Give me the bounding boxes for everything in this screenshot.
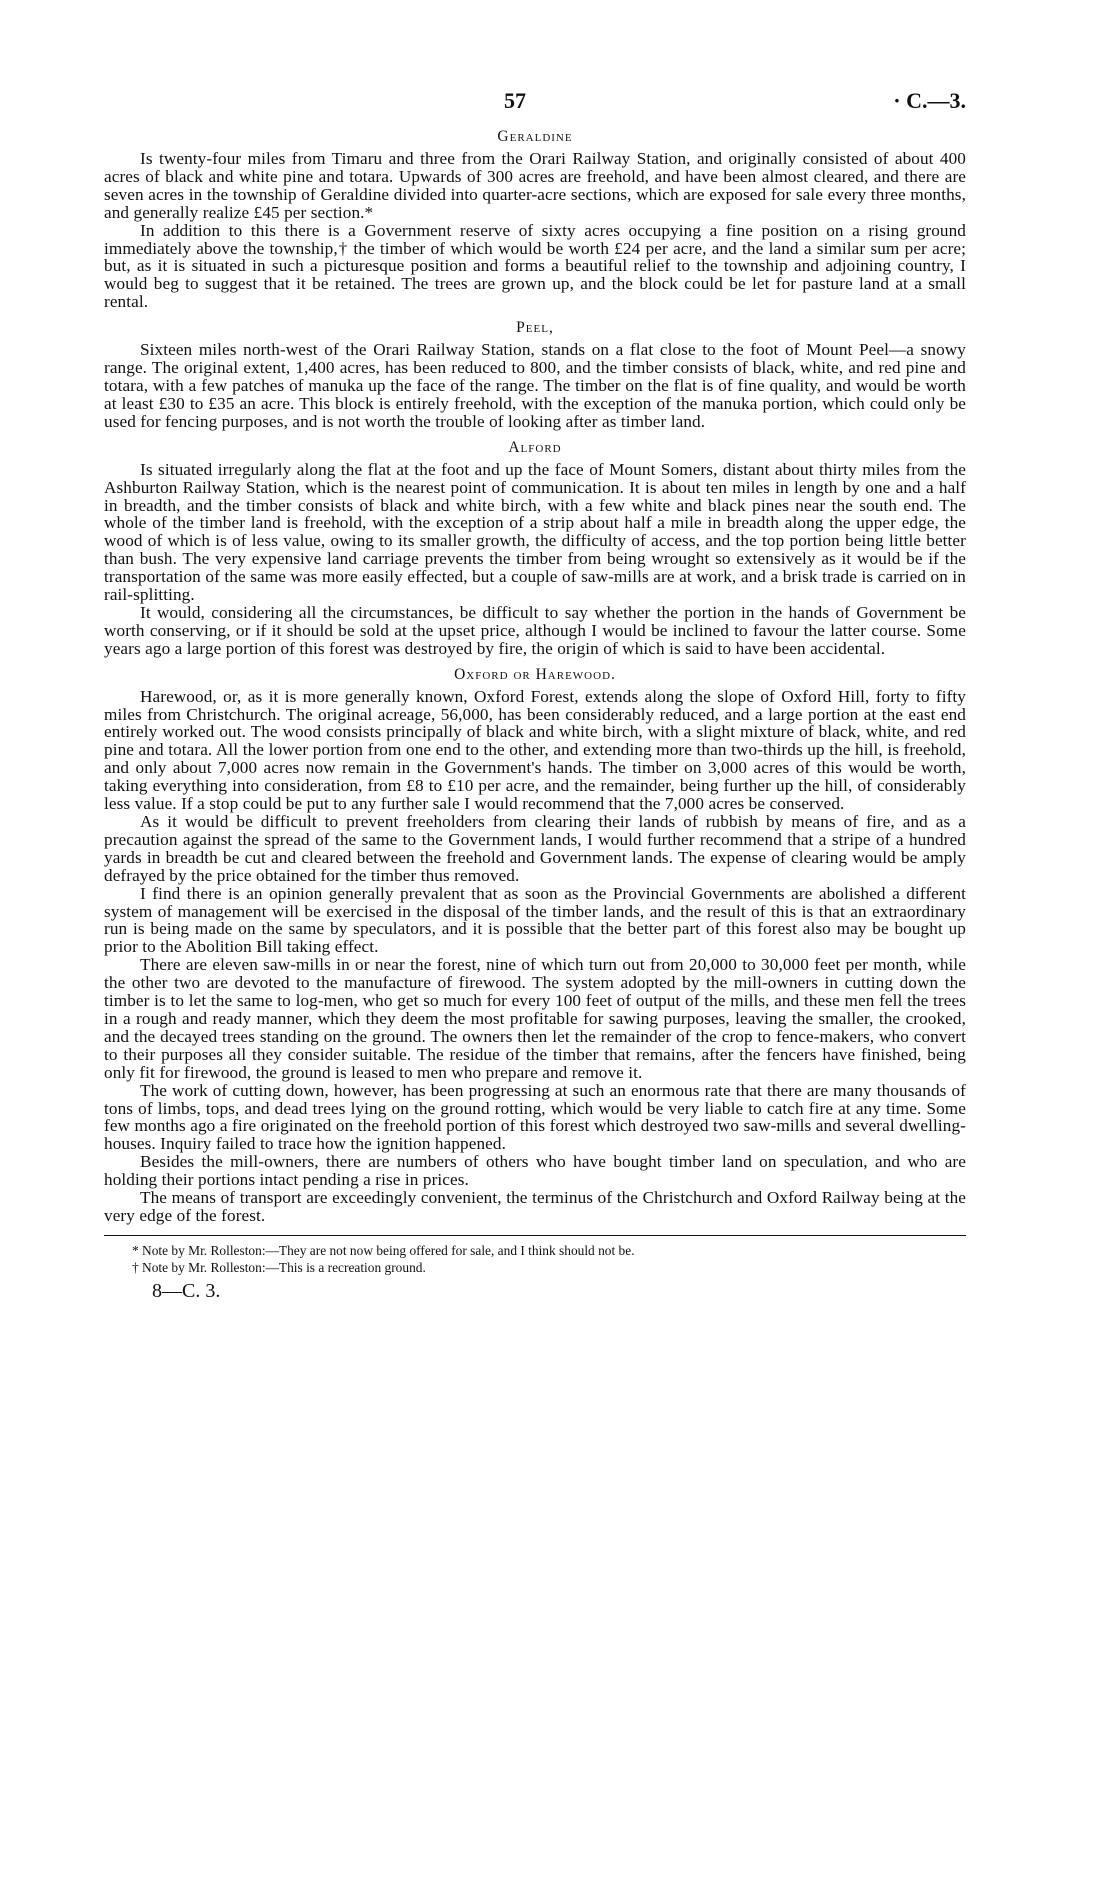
- paragraph: There are eleven saw-mills in or near the forest, nine of which turn out from 20,000 to 30,000 feet per month, while the other two are devoted to the manufacture of firewood. The system adopted by the mill-owners in cutting down the timber is to let the same to log-men, who get so much for every 100 feet of output of the mills, and these men fell the trees in a rough and ready manner, which they deem the most profitable for sawing purposes, leaving the smaller, the crooked, and the decayed trees standing on the ground. The owners then let the remainder of the crop to fence-makers, who convert to their purposes all they consider suitable. The residue of the timber that remains, after the fencers have finished, being only fit for firewood, the ground is leased to men who prepare and remove it.: [104, 955, 966, 1082]
- document-page: [104, 88, 966, 1303]
- paragraph: As it would be difficult to prevent freeholders from clearing their lands of rubbish by means of fire, and as a precaution against the spread of the same to the Government lands, I would further recommend that a stripe of a hundred yards in breadth be cut and cleared between the freehold and Government lands. The expense of clearing would be amply defrayed by the price obtained for the timber thus removed.: [104, 812, 966, 885]
- paragraph: In addition to this there is a Government reserve of sixty acres occupying a fine position on a rising ground immediately above the township,† the timber of which would be worth £24 per acre, and the land a similar sum per acre; but, as it is situated in such a picturesque position and forms a beautiful relief to the township and adjoining country, I would beg to suggest that it be retained. The trees are grown up, and the block could be let for pasture land at a small rental.: [104, 220, 966, 312]
- section-peel: [104, 319, 966, 431]
- section-title: Oxford or Harewood.: [454, 665, 616, 683]
- page-number: 57: [504, 88, 526, 113]
- footnote: * Note by Mr. Rolleston:—They are not now being offered for sale, and I think should not be.: [132, 1242, 635, 1258]
- section-geraldine: [104, 128, 966, 311]
- section-title: Alford: [508, 438, 562, 456]
- page-header: [104, 88, 966, 128]
- paragraph: Besides the mill-owners, there are numbers of others who have bought timber land on speculation, and who are holding their portions intact pending a rise in prices.: [104, 1152, 966, 1190]
- paragraph: The work of cutting down, however, has been progressing at such an enormous rate that there are many thousands of tons of limbs, tops, and dead trees lying on the ground rotting, which would be very liable to catch fire at any time. Some few months ago a fire originated on the freehold portion of this forest which destroyed two saw-mills and several dwelling-houses. Inquiry failed to trace how the ignition happened.: [104, 1080, 966, 1154]
- paragraph: The means of transport are exceedingly convenient, the terminus of the Christchurch and Oxford Railway being at the very edge of the forest.: [104, 1188, 966, 1225]
- paragraph: Is twenty-four miles from Timaru and three from the Orari Railway Station, and originally consisted of about 400 acres of black and white pine and totara. Upwards of 300 acres are freehold, and have been almost cleared, and there are seven acres in the township of Geraldine divided into quarter-acre sections, which are exposed for sale every three months, and generally realize £45 per section.*: [104, 149, 966, 222]
- paragraph: It would, considering all the circumstances, be difficult to say whether the portion in the hands of Government be worth conserving, or if it should be sold at the upset price, although I would be inclined to favour the latter course. Some years ago a large portion of this forest was destroyed by fire, the origin of which is said to have been accidental.: [104, 602, 966, 658]
- section-oxford-harewood: [104, 666, 966, 1225]
- section-alford: [104, 439, 966, 658]
- section-title: Peel,: [516, 319, 554, 337]
- footnotes: [104, 1242, 966, 1276]
- footnote-divider: [104, 1235, 966, 1236]
- paragraph: Harewood, or, as it is more generally known, Oxford Forest, extends along the slope of Oxford Hill, forty to fifty miles from Christchurch. The original acreage, 56,000, has been considerably reduced, and a large portion at the east end entirely worked out. The wood consists principally of black and white birch, with a slight mixture of black, white, and red pine and totara. All the lower portion from one end to the other, and extending more than two-thirds up the hill, is freehold, and only about 7,000 acres now remain in the Government's hands. The timber on 3,000 acres of this would be worth, taking everything into consideration, from £8 to £10 per acre, and the remainder, being further up the hill, of considerably less value. If a stop could be put to any further sale I would recommend that the 7,000 acres be conserved.: [104, 686, 966, 814]
- paragraph: Is situated irregularly along the flat at the foot and up the face of Mount Somers, distant about thirty miles from the Ashburton Railway Station, which is the nearest point of communication. It is about ten miles in length by one and a half in breadth, and the timber consists of black and white birch, with a few white and black pines near the south end. The whole of the timber land is freehold, with the exception of a strip about half a mile in breadth along the upper edge, the wood of which is of less value, owing to its smaller growth, the difficulty of access, and the top portion being little better than bush. The very expensive land carriage prevents the timber from being wrought so extensively as it would be if the transportation of the same was more easily effected, but a couple of saw-mills are at work, and a brisk trade is carried on in rail-splitting.: [104, 459, 966, 605]
- document-reference: · C.—3.: [893, 88, 966, 113]
- footnote: † Note by Mr. Rolleston:—This is a recreation ground.: [132, 1259, 426, 1275]
- paragraph: Sixteen miles north-west of the Orari Railway Station, stands on a flat close to the foot of Mount Peel—a snowy range. The original extent, 1,400 acres, has been reduced to 800, and the timber consists of black, white, and red pine and totara, with a few patches of manuka up the face of the range. The timber on the flat is of fine quality, and would be worth at least £30 to £35 an acre. This block is entirely freehold, with the exception of the manuka portion, which could only be used for fencing purposes, and is not worth the trouble of looking after as timber land.: [104, 340, 966, 431]
- page-signature: 8—C. 3.: [152, 1279, 221, 1302]
- paragraph: I find there is an opinion generally prevalent that as soon as the Provincial Governments are abolished a different system of management will be exercised in the disposal of the timber lands, and the result of this is that an extraordinary run is being made on the same by speculators, and it is possible that the better part of this forest also may be bought up prior to the Abolition Bill taking effect.: [104, 883, 966, 957]
- section-title: Geraldine: [497, 128, 573, 145]
